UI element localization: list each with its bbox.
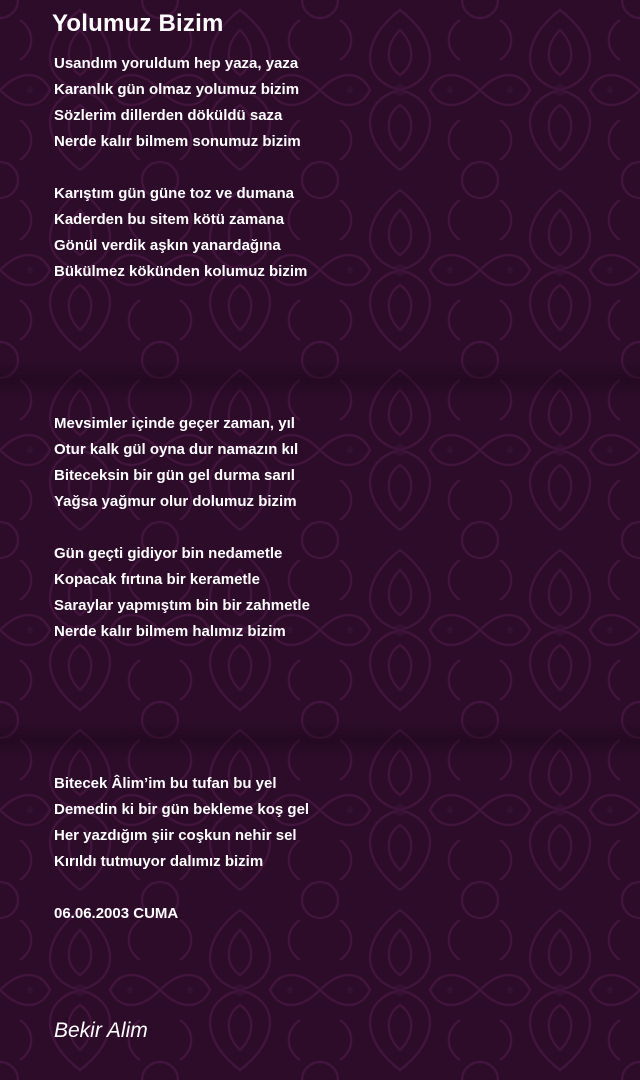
poem-line: Demedin ki bir gün bekleme koş gel (54, 801, 310, 818)
poem-line: Saraylar yapmıştım bin bir zahmetle (54, 597, 310, 614)
poem-line: Mevsimler içinde geçer zaman, yıl (54, 415, 295, 432)
stanza-3 (54, 411, 298, 515)
poem-line: Kaderden bu sitem kötü zamana (54, 211, 285, 228)
poem-author: Bekir Alim (54, 1019, 148, 1042)
poem-line: Bitecek Âlim’im bu tufan bu yel (54, 775, 277, 792)
poem-line: Yağsa yağmur olur dolumuz bizim (54, 493, 297, 510)
stanza-1 (54, 51, 301, 155)
poem-line: Kopacak fırtına bir kerametle (54, 571, 260, 588)
poem-line: Biteceksin bir gün gel durma sarıl (54, 467, 295, 484)
poem-line: Sözlerim dillerden döküldü saza (54, 107, 283, 124)
stanza-2 (54, 181, 307, 285)
poem-line: Karıştım gün güne toz ve dumana (54, 185, 295, 202)
poem-line: Gönül verdik aşkın yanardağına (54, 237, 281, 254)
poem-title: Yolumuz Bizim (52, 10, 224, 37)
poem-line: Gün geçti gidiyor bin nedametle (54, 545, 283, 562)
stanza-5 (54, 771, 309, 875)
stanza-4 (54, 541, 310, 645)
separator-band (0, 720, 640, 760)
poem-line: Kırıldı tutmuyor dalımız bizim (54, 853, 264, 870)
poem-line: Nerde kalır bilmem sonumuz bizim (54, 133, 301, 150)
poem-date: 06.06.2003 CUMA (54, 905, 179, 922)
poem-line: Bükülmez kökünden kolumuz bizim (54, 263, 308, 280)
poem-line: Her yazdığım şiir coşkun nehir sel (54, 827, 297, 844)
poem-line: Otur kalk gül oyna dur namazın kıl (54, 441, 299, 458)
poem-line: Usandım yoruldum hep yaza, yaza (54, 55, 299, 72)
poem-line: Karanlık gün olmaz yolumuz bizim (54, 81, 300, 98)
separator-band (0, 360, 640, 400)
poem-line: Nerde kalır bilmem halımız bizim (54, 623, 286, 640)
